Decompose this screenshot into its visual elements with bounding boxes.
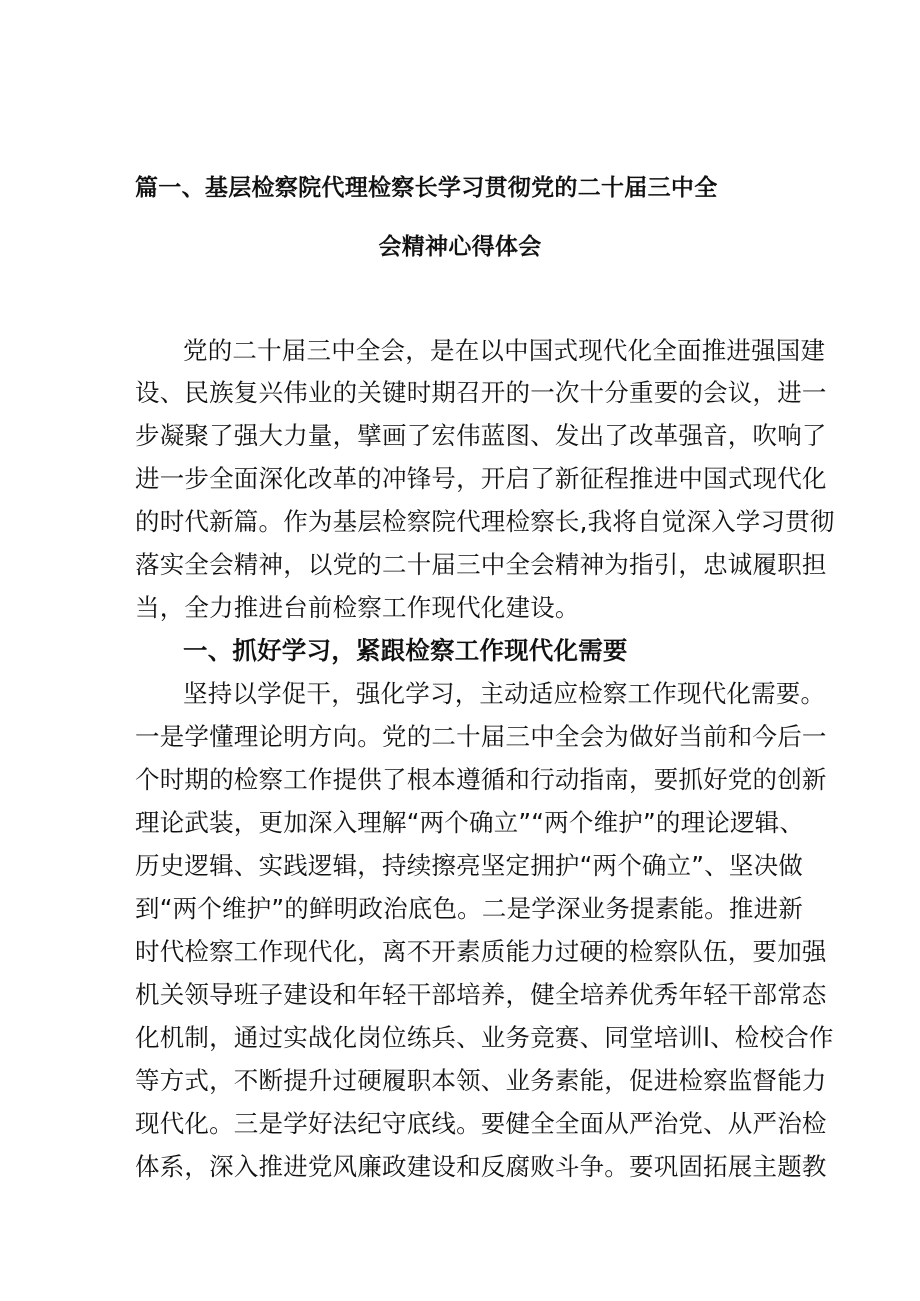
- paragraph-line: 进一步全面深化改革的冲锋号，开启了新征程推进中国式现代化: [135, 464, 827, 493]
- document-title-line-2: 会精神心得体会: [378, 234, 542, 260]
- document-title-line-1: 篇一、基层检察院代理检察长学习贯彻党的二十届三中全: [135, 175, 718, 201]
- paragraph-line: 一是学懂理论明方向。党的二十届三中全会为做好当前和今后一: [135, 722, 827, 751]
- paragraph-line: 机关领导班子建设和年轻干部培养，健全培养优秀年轻干部常态: [135, 980, 827, 1009]
- paragraph-line: 时代检察工作现代化，离不开素质能力过硬的检察队伍，要加强: [135, 937, 827, 966]
- paragraph-line: 历史逻辑、实践逻辑，持续擦亮坚定拥护“两个确立”、坚决做: [135, 851, 803, 880]
- paragraph-line: 到“两个维护”的鲜明政治底色。二是学深业务提素能。推进新: [135, 894, 803, 923]
- paragraph-line: 的时代新篇。作为基层检察院代理检察长,我将自觉深入学习贯彻: [135, 507, 835, 536]
- paragraph-line: 当，全力推进台前检察工作现代化建设。: [135, 593, 580, 622]
- paragraph-line: 坚持以学促干，强化学习，主动适应检察工作现代化需要。: [183, 679, 826, 708]
- paragraph-line: 设、民族复兴伟业的关键时期召开的一次十分重要的会议，进一: [135, 378, 827, 407]
- paragraph-line: 等方式，不断提升过硬履职本领、业务素能，促进检察监督能力: [135, 1066, 827, 1095]
- paragraph-line: 化机制，通过实战化岗位练兵、业务竞赛、同堂培训l、检校合作: [135, 1023, 834, 1052]
- paragraph-line: 个时期的检察工作提供了根本遵循和行动指南，要抓好党的创新: [135, 765, 827, 794]
- paragraph-line: 党的二十届三中全会，是在以中国式现代化全面推进强国建: [183, 336, 826, 365]
- paragraph-line: 理论武装，更加深入理解“两个确立”“两个维护”的理论逻辑、: [135, 808, 805, 837]
- section-heading: 一、抓好学习，紧跟检察工作现代化需要: [183, 636, 628, 665]
- paragraph-line: 步凝聚了强大力量，擘画了宏伟蓝图、发出了改革强音，吹响了: [135, 421, 827, 450]
- paragraph-line: 落实全会精神，以党的二十届三中全会精神为指引，忠诚履职担: [135, 550, 827, 579]
- paragraph-line: 现代化。三是学好法纪守底线。要健全全面从严治党、从严治检: [135, 1109, 827, 1138]
- paragraph-line: 体系，深入推进党风廉政建设和反腐败斗争。要巩固拓展主题教: [135, 1152, 827, 1181]
